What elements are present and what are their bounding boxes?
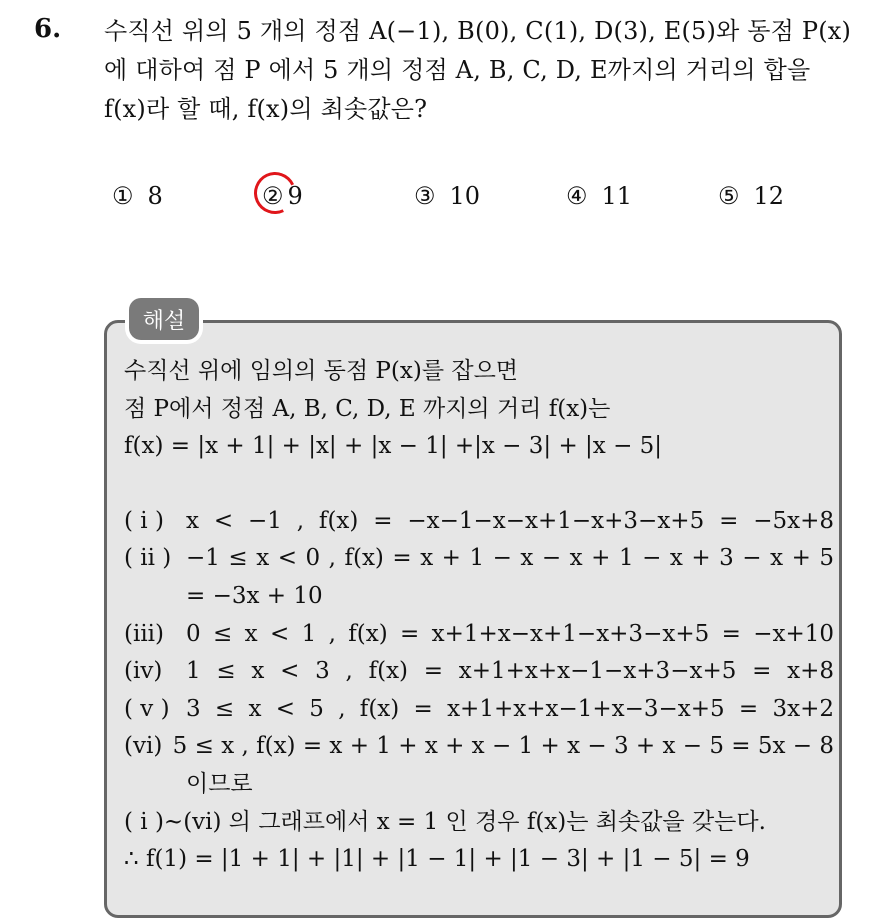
solution-intro-line: f(x) = |x + 1| + |x| + |x − 1| +|x − 3| + |x − 5| (124, 433, 663, 460)
case-text: 0 ≤ x < 1 , f(x) = x+1+x−x+1−x+3−x+5 = −x+10 (186, 620, 834, 647)
case-line (124, 503, 834, 541)
case-text: −1 ≤ x < 0 , f(x) = x + 1 − x − x + 1 − x + 3 − x + 5 (186, 545, 834, 572)
question-line: 에 대하여 점 P 에서 5 개의 정점 A, B, C, D, E까지의 거리의 합을 (104, 56, 811, 84)
case-label: (iv) (124, 658, 163, 685)
question-number: 6. (34, 14, 62, 44)
question-line: f(x)라 할 때, f(x)의 최솟값은? (104, 95, 428, 123)
case-line (124, 766, 834, 804)
solution-intro-line: 점 P에서 정점 A, B, C, D, E 까지의 거리 f(x)는 (124, 395, 611, 422)
question-text (104, 12, 864, 129)
case-line (124, 728, 834, 766)
spacer (124, 466, 834, 503)
case-text: = −3x + 10 (186, 582, 323, 609)
case-label: ( ii ) (124, 545, 172, 572)
case-line (124, 653, 834, 691)
choice-4[interactable] (566, 182, 632, 210)
answer-choices (0, 182, 884, 222)
case-label: (vi) (124, 733, 163, 760)
case-label: ( v ) (124, 695, 170, 722)
case-line (124, 691, 834, 729)
choice-number: ① (112, 182, 134, 210)
red-circle-mark-icon (248, 166, 302, 220)
choice-1[interactable] (112, 182, 163, 210)
choice-3[interactable] (414, 182, 480, 210)
case-label: ( i ) (124, 507, 164, 534)
choice-value: 10 (449, 182, 481, 210)
case-line (124, 616, 834, 654)
choice-2[interactable] (262, 182, 303, 210)
case-label (124, 578, 186, 616)
choice-value: 12 (753, 182, 785, 210)
case-text: 1 ≤ x < 3 , f(x) = x+1+x+x−1−x+3−x+5 = x+8 (186, 658, 834, 685)
choice-value: 11 (601, 182, 633, 210)
choice-value: 9 (287, 182, 303, 210)
case-label: (iii) (124, 620, 165, 647)
choice-value: 8 (147, 182, 163, 210)
case-text: x < −1 , f(x) = −x−1−x−x+1−x+3−x+5 = −5x+8 (186, 507, 834, 534)
case-text: 이므로 (186, 770, 253, 797)
case-line (124, 578, 834, 616)
choice-number: ③ (414, 182, 436, 210)
solution-body (124, 353, 834, 879)
case-line (124, 540, 834, 578)
solution-intro-line: 수직선 위에 임의의 동점 P(x)를 잡으면 (124, 358, 519, 384)
solution-tab: 해설 (129, 298, 199, 340)
case-text: 3 ≤ x < 5 , f(x) = x+1+x+x−1+x−3−x+5 = 3x+2 (186, 695, 834, 722)
choice-number: ④ (566, 182, 588, 210)
solution-conclusion-line: ( i )~(vi) 의 그래프에서 x = 1 인 경우 f(x)는 최솟값을 갖는다. (124, 808, 766, 835)
choice-number: ⑤ (718, 182, 740, 210)
question-line: 수직선 위의 5 개의 정점 A(−1), B(0), C(1), D(3), E(5)와 동점 P(x) (104, 17, 852, 45)
case-label (124, 766, 186, 804)
choice-5[interactable] (718, 182, 784, 210)
case-text: 5 ≤ x , f(x) = x + 1 + x + x − 1 + x − 3 + x − 5 = 5x − 8 (172, 733, 834, 760)
solution-conclusion-line: ∴ f(1) = |1 + 1| + |1| + |1 − 1| + |1 − 3| + |1 − 5| = 9 (124, 846, 750, 873)
choice-number: ② (262, 182, 284, 210)
